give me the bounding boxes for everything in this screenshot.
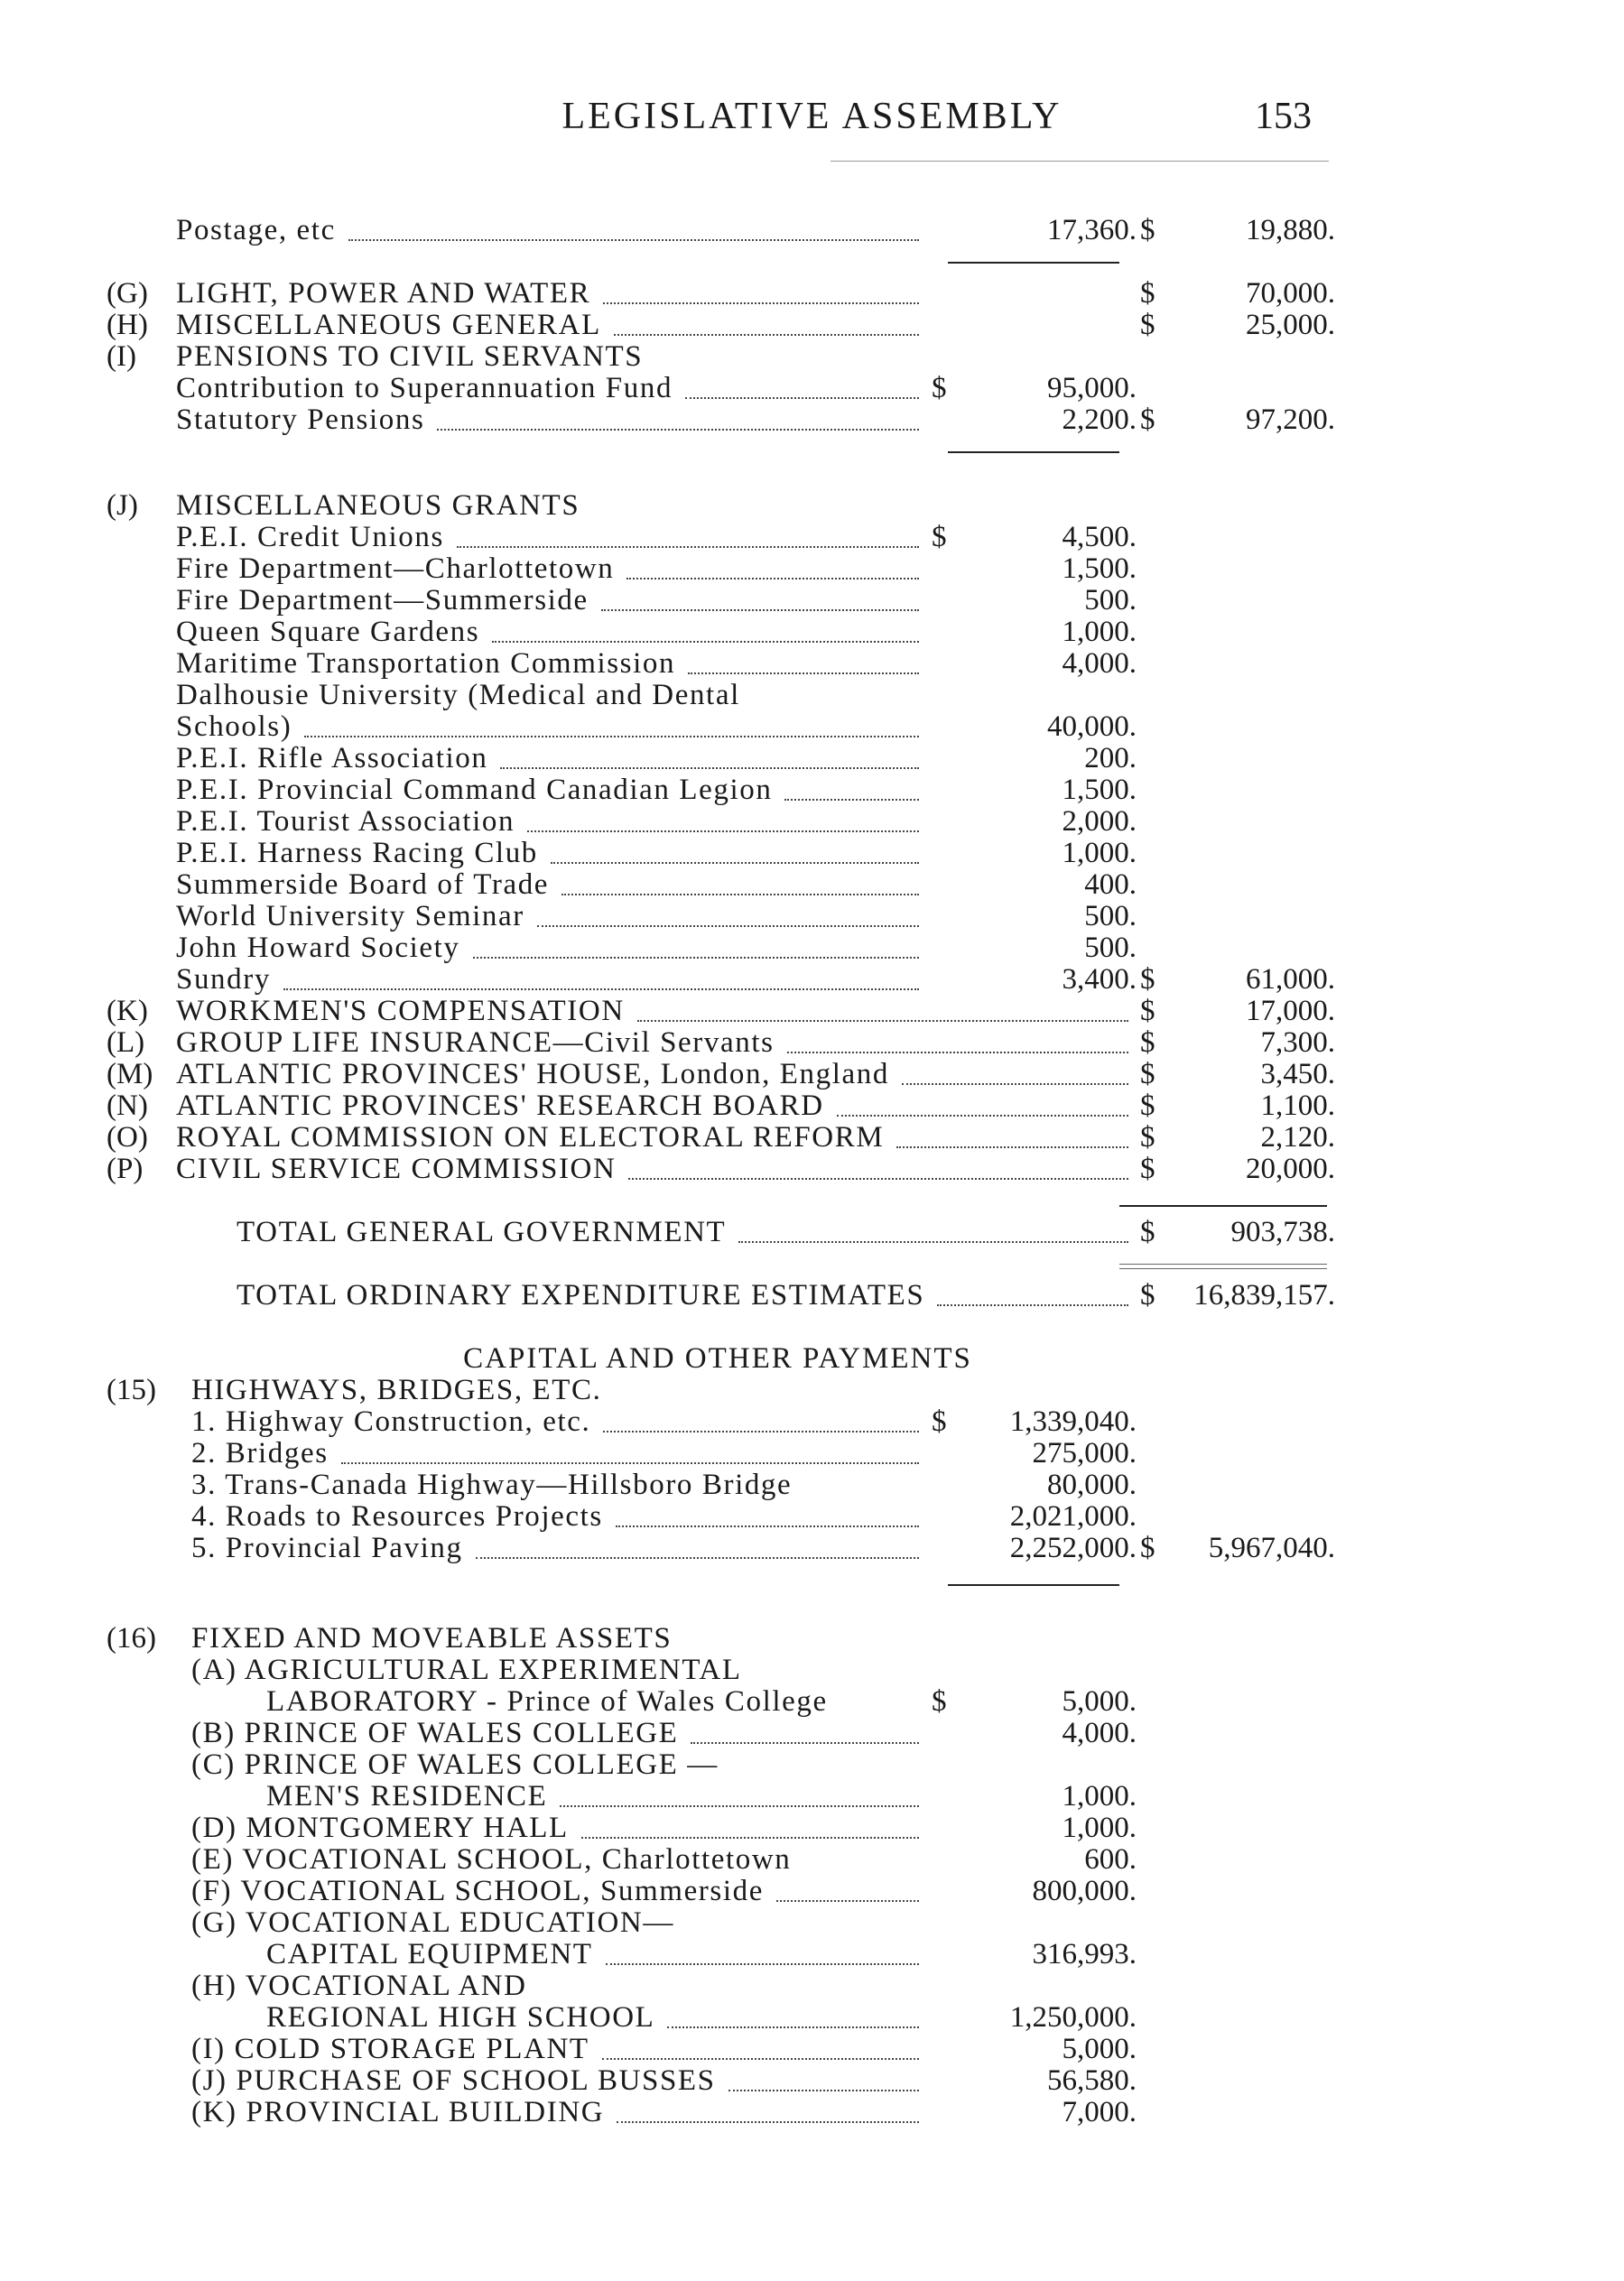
dot-leader xyxy=(348,239,919,241)
dot-leader xyxy=(902,1083,1128,1085)
dot-leader xyxy=(304,736,919,737)
dot-leader xyxy=(603,1431,919,1433)
ledger-row xyxy=(0,868,1624,901)
amount-total: 70,000. xyxy=(1246,277,1335,310)
ledger-row xyxy=(0,1532,1624,1564)
amount-detail: 56,580. xyxy=(1047,2064,1137,2097)
item-label: (C) PRINCE OF WALES COLLEGE — xyxy=(191,1748,719,1781)
amount-detail: 1,500. xyxy=(1062,774,1137,806)
item-label: P.E.I. Harness Racing Club xyxy=(176,837,538,869)
item-label: (F) VOCATIONAL SCHOOL, Summerside xyxy=(191,1875,764,1907)
amount-total: 16,839,157. xyxy=(1193,1279,1335,1312)
amount-detail: 7,000. xyxy=(1062,2096,1137,2128)
item-code: (G) xyxy=(107,277,148,310)
item-label: Dalhousie University (Medical and Dental xyxy=(176,679,740,711)
item-label: TOTAL ORDINARY EXPENDITURE ESTIMATES xyxy=(237,1279,925,1312)
item-label: Summerside Board of Trade xyxy=(176,868,550,901)
dot-leader xyxy=(787,1052,1128,1053)
ledger-row xyxy=(0,2001,1624,2034)
amount-detail: 600. xyxy=(1084,1843,1137,1876)
amount-detail: 4,500. xyxy=(1062,521,1137,553)
page-header-title: LEGISLATIVE ASSEMBLY xyxy=(561,96,1063,137)
amount-detail: 3,400. xyxy=(1062,963,1137,996)
item-label: PENSIONS TO CIVIL SERVANTS xyxy=(176,340,644,373)
amount-detail: 200. xyxy=(1084,742,1137,774)
dot-leader xyxy=(561,894,919,895)
amount-total: 20,000. xyxy=(1246,1153,1335,1185)
dot-leader xyxy=(688,672,919,674)
amount-detail: 4,000. xyxy=(1062,647,1137,680)
ledger-row xyxy=(0,932,1624,964)
amount-total: 25,000. xyxy=(1246,309,1335,341)
ledger-row xyxy=(0,1405,1624,1438)
item-label: P.E.I. Tourist Association xyxy=(176,805,515,838)
dollar-sign: $ xyxy=(1140,995,1155,1027)
ledger-row xyxy=(0,1622,1624,1655)
amount-detail: 5,000. xyxy=(1062,1685,1137,1718)
dot-leader xyxy=(616,1525,919,1527)
ledger-row xyxy=(0,963,1624,996)
dot-leader xyxy=(476,1557,919,1559)
item-label: ATLANTIC PROVINCES' RESEARCH BOARD xyxy=(176,1090,824,1122)
amount-detail: 1,000. xyxy=(1062,837,1137,869)
item-label: Contribution to Superannuation Fund xyxy=(176,372,673,404)
item-label: Fire Department—Summerside xyxy=(176,584,589,617)
ledger-row xyxy=(0,2096,1624,2128)
ledger-row xyxy=(0,214,1624,246)
dollar-sign: $ xyxy=(1140,1216,1155,1248)
ledger-row xyxy=(0,2033,1624,2065)
item-label: MISCELLANEOUS GENERAL xyxy=(176,309,601,341)
ledger-row xyxy=(0,1812,1624,1844)
dollar-sign: $ xyxy=(932,372,947,404)
amount-detail: 80,000. xyxy=(1047,1469,1137,1501)
dollar-sign: $ xyxy=(1140,1058,1155,1090)
ledger-row xyxy=(0,2064,1624,2097)
amount-detail: 4,000. xyxy=(1062,1717,1137,1749)
dot-leader xyxy=(603,302,919,304)
dot-leader xyxy=(617,2121,919,2123)
ledger-row xyxy=(0,1906,1624,1939)
item-label: Postage, etc xyxy=(176,214,336,246)
ledger-row xyxy=(0,1469,1624,1501)
ledger-row xyxy=(0,710,1624,743)
dot-leader xyxy=(537,925,919,927)
dot-leader xyxy=(581,1837,919,1839)
ledger-row xyxy=(0,774,1624,806)
dollar-sign: $ xyxy=(1140,1153,1155,1185)
amount-detail: 2,200. xyxy=(1062,403,1137,436)
ledger-row xyxy=(0,1216,1624,1248)
amount-detail: 2,000. xyxy=(1062,805,1137,838)
dot-leader xyxy=(560,1805,919,1807)
item-label: HIGHWAYS, BRIDGES, ETC. xyxy=(191,1374,602,1406)
item-label: Statutory Pensions xyxy=(176,403,425,436)
item-label: MISCELLANEOUS GRANTS xyxy=(176,489,580,522)
item-code: (P) xyxy=(107,1153,144,1185)
amount-detail: 1,000. xyxy=(1062,1780,1137,1813)
item-label: (G) VOCATIONAL EDUCATION— xyxy=(191,1906,674,1939)
ledger-row xyxy=(0,805,1624,838)
amount-detail: 17,360. xyxy=(1047,214,1137,246)
amount-total: 97,200. xyxy=(1246,403,1335,436)
item-label: REGIONAL HIGH SCHOOL xyxy=(266,2001,655,2034)
amount-detail: 5,000. xyxy=(1062,2033,1137,2065)
amount-detail: 500. xyxy=(1084,584,1137,617)
ledger-row xyxy=(0,679,1624,711)
dot-leader xyxy=(784,799,919,801)
ledger-row xyxy=(0,1374,1624,1406)
amount-detail: 1,500. xyxy=(1062,552,1137,585)
dollar-sign: $ xyxy=(932,1685,947,1718)
dot-leader xyxy=(551,862,919,864)
item-label: 1. Highway Construction, etc. xyxy=(191,1405,591,1438)
dot-leader xyxy=(776,1900,919,1902)
ledger-row xyxy=(0,1121,1624,1154)
amount-total: 1,100. xyxy=(1260,1090,1335,1122)
dot-leader xyxy=(685,397,919,399)
amount-total: 7,300. xyxy=(1260,1026,1335,1059)
dot-leader xyxy=(937,1304,1128,1306)
ledger-row xyxy=(0,1058,1624,1090)
dollar-sign: $ xyxy=(932,1405,947,1438)
item-label: TOTAL GENERAL GOVERNMENT xyxy=(237,1216,727,1248)
ledger-row xyxy=(0,372,1624,404)
amount-total: 903,738. xyxy=(1230,1216,1335,1248)
amount-detail: 95,000. xyxy=(1047,372,1137,404)
ledger-row xyxy=(0,1153,1624,1185)
subtotal-rule xyxy=(948,1584,1119,1586)
ledger-row xyxy=(0,1780,1624,1813)
dot-leader xyxy=(691,1742,919,1744)
amount-detail: 1,339,040. xyxy=(1009,1405,1137,1438)
item-label: World University Seminar xyxy=(176,900,524,932)
item-label: P.E.I. Provincial Command Canadian Legion xyxy=(176,774,773,806)
amount-detail: 40,000. xyxy=(1047,710,1137,743)
item-code: (16) xyxy=(107,1622,156,1655)
item-label: LIGHT, POWER AND WATER xyxy=(176,277,591,310)
dollar-sign: $ xyxy=(1140,1090,1155,1122)
dot-leader xyxy=(896,1146,1128,1148)
amount-total: 61,000. xyxy=(1246,963,1335,996)
item-label: Fire Department—Charlottetown xyxy=(176,552,615,585)
item-label: ROYAL COMMISSION ON ELECTORAL REFORM xyxy=(176,1121,885,1154)
dot-leader xyxy=(628,1178,1128,1180)
ledger-row xyxy=(0,1938,1624,1970)
ledger-row xyxy=(0,837,1624,869)
amount-detail: 2,021,000. xyxy=(1009,1500,1137,1533)
dot-leader xyxy=(500,767,919,769)
dot-leader xyxy=(614,334,919,336)
item-label: CIVIL SERVICE COMMISSION xyxy=(176,1153,617,1185)
amount-total: 19,880. xyxy=(1246,214,1335,246)
item-label: ATLANTIC PROVINCES' HOUSE, London, England xyxy=(176,1058,889,1090)
item-label: (A) AGRICULTURAL EXPERIMENTAL xyxy=(191,1654,742,1686)
item-label: 4. Roads to Resources Projects xyxy=(191,1500,603,1533)
amount-detail: 2,252,000. xyxy=(1009,1532,1137,1564)
amount-detail: 1,000. xyxy=(1062,1812,1137,1844)
dot-leader xyxy=(601,609,919,611)
item-label: (H) VOCATIONAL AND xyxy=(191,1970,527,2002)
dot-leader xyxy=(602,2058,919,2060)
amount-total: 2,120. xyxy=(1260,1121,1335,1154)
item-code: (K) xyxy=(107,995,148,1027)
item-label: John Howard Society xyxy=(176,932,460,964)
dot-leader xyxy=(437,429,919,431)
dot-leader xyxy=(283,988,919,990)
item-label: Queen Square Gardens xyxy=(176,616,480,648)
dot-leader xyxy=(667,2026,919,2028)
item-label: 5. Provincial Paving xyxy=(191,1532,463,1564)
item-label: (I) COLD STORAGE PLANT xyxy=(191,2033,589,2065)
item-label: P.E.I. Credit Unions xyxy=(176,521,444,553)
item-label: (J) PURCHASE OF SCHOOL BUSSES xyxy=(191,2064,716,2097)
amount-detail: 1,250,000. xyxy=(1009,2001,1137,2034)
dot-leader xyxy=(341,1462,919,1464)
item-label: P.E.I. Rifle Association xyxy=(176,742,488,774)
amount-detail: 500. xyxy=(1084,932,1137,964)
item-label: WORKMEN'S COMPENSATION xyxy=(176,995,625,1027)
item-code: (M) xyxy=(107,1058,153,1090)
ledger-row xyxy=(0,403,1624,436)
dollar-sign: $ xyxy=(932,521,947,553)
ledger-row xyxy=(0,1654,1624,1686)
ledger-row xyxy=(0,742,1624,774)
dot-leader xyxy=(738,1241,1128,1243)
item-label: (E) VOCATIONAL SCHOOL, Charlottetown xyxy=(191,1843,792,1876)
amount-detail: 800,000. xyxy=(1032,1875,1137,1907)
ledger-row xyxy=(0,647,1624,680)
item-label: (K) PROVINCIAL BUILDING xyxy=(191,2096,605,2128)
ledger-row xyxy=(0,1875,1624,1907)
dollar-sign: $ xyxy=(1140,403,1155,436)
page-number: 153 xyxy=(1255,96,1312,137)
dot-leader xyxy=(457,546,919,548)
item-label: CAPITAL EQUIPMENT xyxy=(266,1938,593,1970)
ledger-row xyxy=(0,1748,1624,1781)
item-label: Maritime Transportation Commission xyxy=(176,647,676,680)
dot-leader xyxy=(527,830,919,832)
dollar-sign: $ xyxy=(1140,1279,1155,1312)
item-code: (L) xyxy=(107,1026,145,1059)
dollar-sign: $ xyxy=(1140,1121,1155,1154)
ledger-row xyxy=(0,1843,1624,1876)
item-code: (N) xyxy=(107,1090,148,1122)
ledger-row xyxy=(0,1500,1624,1533)
amount-total: 17,000. xyxy=(1246,995,1335,1027)
ledger-row xyxy=(0,1279,1624,1312)
subtotal-rule xyxy=(1119,1264,1327,1265)
item-label: GROUP LIFE INSURANCE—Civil Servants xyxy=(176,1026,775,1059)
ledger-row xyxy=(0,521,1624,553)
ledger-row xyxy=(0,552,1624,585)
amount-total: 3,450. xyxy=(1260,1058,1335,1090)
ledger-row xyxy=(0,489,1624,522)
item-label: (D) MONTGOMERY HALL xyxy=(191,1812,569,1844)
ledger-row xyxy=(0,1437,1624,1470)
subtotal-rule xyxy=(948,451,1119,453)
ledger-row xyxy=(0,1090,1624,1122)
item-code: (O) xyxy=(107,1121,148,1154)
amount-detail: 316,993. xyxy=(1032,1938,1137,1970)
item-label: Schools) xyxy=(176,710,292,743)
item-code: (I) xyxy=(107,340,136,373)
item-code: (15) xyxy=(107,1374,156,1406)
ledger-row xyxy=(0,1026,1624,1059)
subtotal-rule xyxy=(1119,1205,1327,1207)
item-label: (B) PRINCE OF WALES COLLEGE xyxy=(191,1717,679,1749)
dot-leader xyxy=(837,1115,1128,1117)
dollar-sign: $ xyxy=(1140,277,1155,310)
item-label: MEN'S RESIDENCE xyxy=(266,1780,548,1813)
amount-detail: 1,000. xyxy=(1062,616,1137,648)
dollar-sign: $ xyxy=(1140,1532,1155,1564)
ledger-row xyxy=(0,277,1624,310)
amount-detail: 500. xyxy=(1084,900,1137,932)
amount-detail: 275,000. xyxy=(1032,1437,1137,1470)
dot-leader xyxy=(728,2090,919,2091)
ledger-row xyxy=(0,309,1624,341)
ledger-row xyxy=(0,900,1624,932)
ledger-row xyxy=(0,1685,1624,1718)
item-label: 3. Trans-Canada Highway—Hillsboro Bridge xyxy=(191,1469,793,1501)
subtotal-rule xyxy=(948,262,1119,264)
dollar-sign: $ xyxy=(1140,963,1155,996)
section-heading-capital: CAPITAL AND OTHER PAYMENTS xyxy=(463,1342,972,1375)
dot-leader xyxy=(492,641,919,643)
header-rule xyxy=(831,161,1329,162)
amount-total: 5,967,040. xyxy=(1208,1532,1335,1564)
ledger-row xyxy=(0,1717,1624,1749)
dot-leader xyxy=(606,1963,919,1965)
ledger-row xyxy=(0,1970,1624,2002)
ledger-row xyxy=(0,995,1624,1027)
item-code: (H) xyxy=(107,309,148,341)
item-label: Sundry xyxy=(176,963,271,996)
subtotal-rule xyxy=(1119,1268,1327,1269)
dollar-sign: $ xyxy=(1140,214,1155,246)
dot-leader xyxy=(626,578,919,580)
ledger-row xyxy=(0,616,1624,648)
item-label: LABORATORY - Prince of Wales College xyxy=(266,1685,828,1718)
amount-detail: 400. xyxy=(1084,868,1137,901)
dot-leader xyxy=(637,1020,1128,1022)
dollar-sign: $ xyxy=(1140,309,1155,341)
item-label: 2. Bridges xyxy=(191,1437,329,1470)
ledger-row xyxy=(0,584,1624,617)
item-label: FIXED AND MOVEABLE ASSETS xyxy=(191,1622,673,1655)
ledger-row xyxy=(0,340,1624,373)
dollar-sign: $ xyxy=(1140,1026,1155,1059)
dot-leader xyxy=(473,957,919,959)
item-code: (J) xyxy=(107,489,138,522)
